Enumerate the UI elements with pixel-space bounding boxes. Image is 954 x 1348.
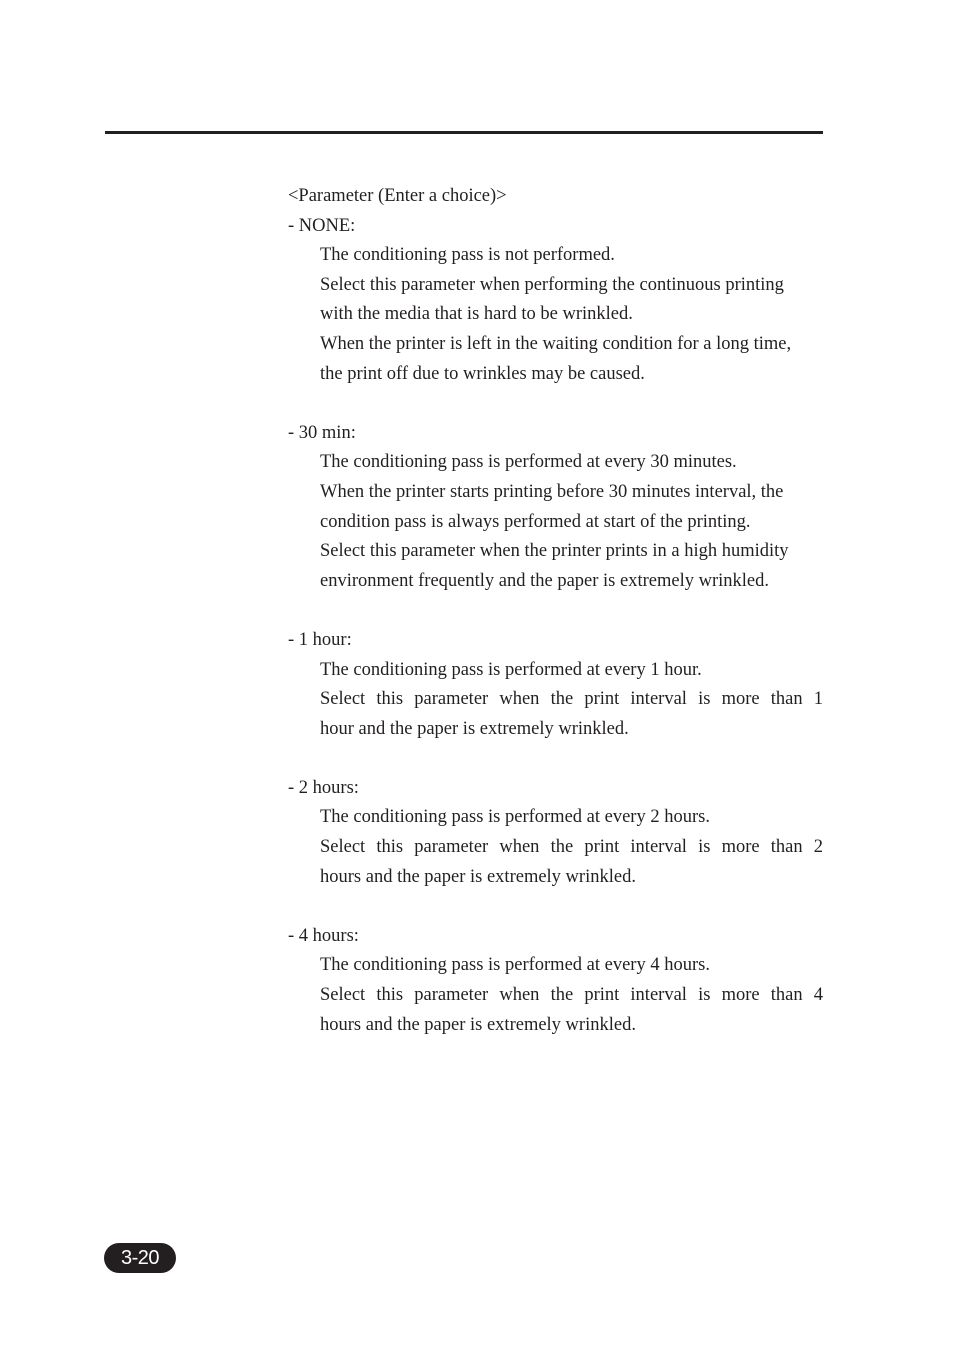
parameter-heading: <Parameter (Enter a choice)> [288,186,507,206]
option-description-line: the print off due to wrinkles may be caused. [320,363,645,384]
option-description-line: hours and the paper is extremely wrinkled. [320,866,636,887]
option-description-line: Select this parameter when the print interval is more than 1 [320,689,823,710]
page-number-badge: 3-20 [104,1243,176,1273]
option-label-2-hours: - 2 hours: [288,777,359,798]
option-description-line: Select this parameter when the printer prints in a high humidity [320,541,789,562]
header-rule [105,131,823,134]
spacer [288,892,823,922]
option-label-1-hour: - 1 hour: [288,629,352,650]
option-description-line: Select this parameter when the print interval is more than 4 [320,985,823,1006]
option-description-line: hour and the paper is extremely wrinkled. [320,718,629,739]
option-description-line: Select this parameter when the print interval is more than 2 [320,837,823,858]
option-description-line: The conditioning pass is performed at every 4 hours. [320,955,710,976]
option-description-line: The conditioning pass is performed at every 1 hour. [320,659,702,680]
spacer [288,744,823,774]
option-description-line: When the printer starts printing before 30 minutes interval, the [320,481,784,502]
option-description-line: The conditioning pass is not performed. [320,245,615,266]
spacer [288,389,823,419]
parameter-section [288,182,823,1040]
option-description-line: The conditioning pass is performed at every 2 hours. [320,807,710,828]
option-label-none: - NONE: [288,215,356,236]
spacer [288,596,823,626]
option-description-line: hours and the paper is extremely wrinkled. [320,1014,636,1035]
option-description-line: with the media that is hard to be wrinkled. [320,304,633,325]
option-description-line: The conditioning pass is performed at every 30 minutes. [320,452,737,473]
option-description-line: environment frequently and the paper is extremely wrinkled. [320,570,769,591]
option-label-30-min: - 30 min: [288,422,356,443]
option-label-4-hours: - 4 hours: [288,925,359,946]
option-description-line: Select this parameter when performing the continuous printing [320,274,784,295]
option-description-line: When the printer is left in the waiting condition for a long time, [320,333,792,354]
option-description-line: condition pass is always performed at start of the printing. [320,511,751,532]
